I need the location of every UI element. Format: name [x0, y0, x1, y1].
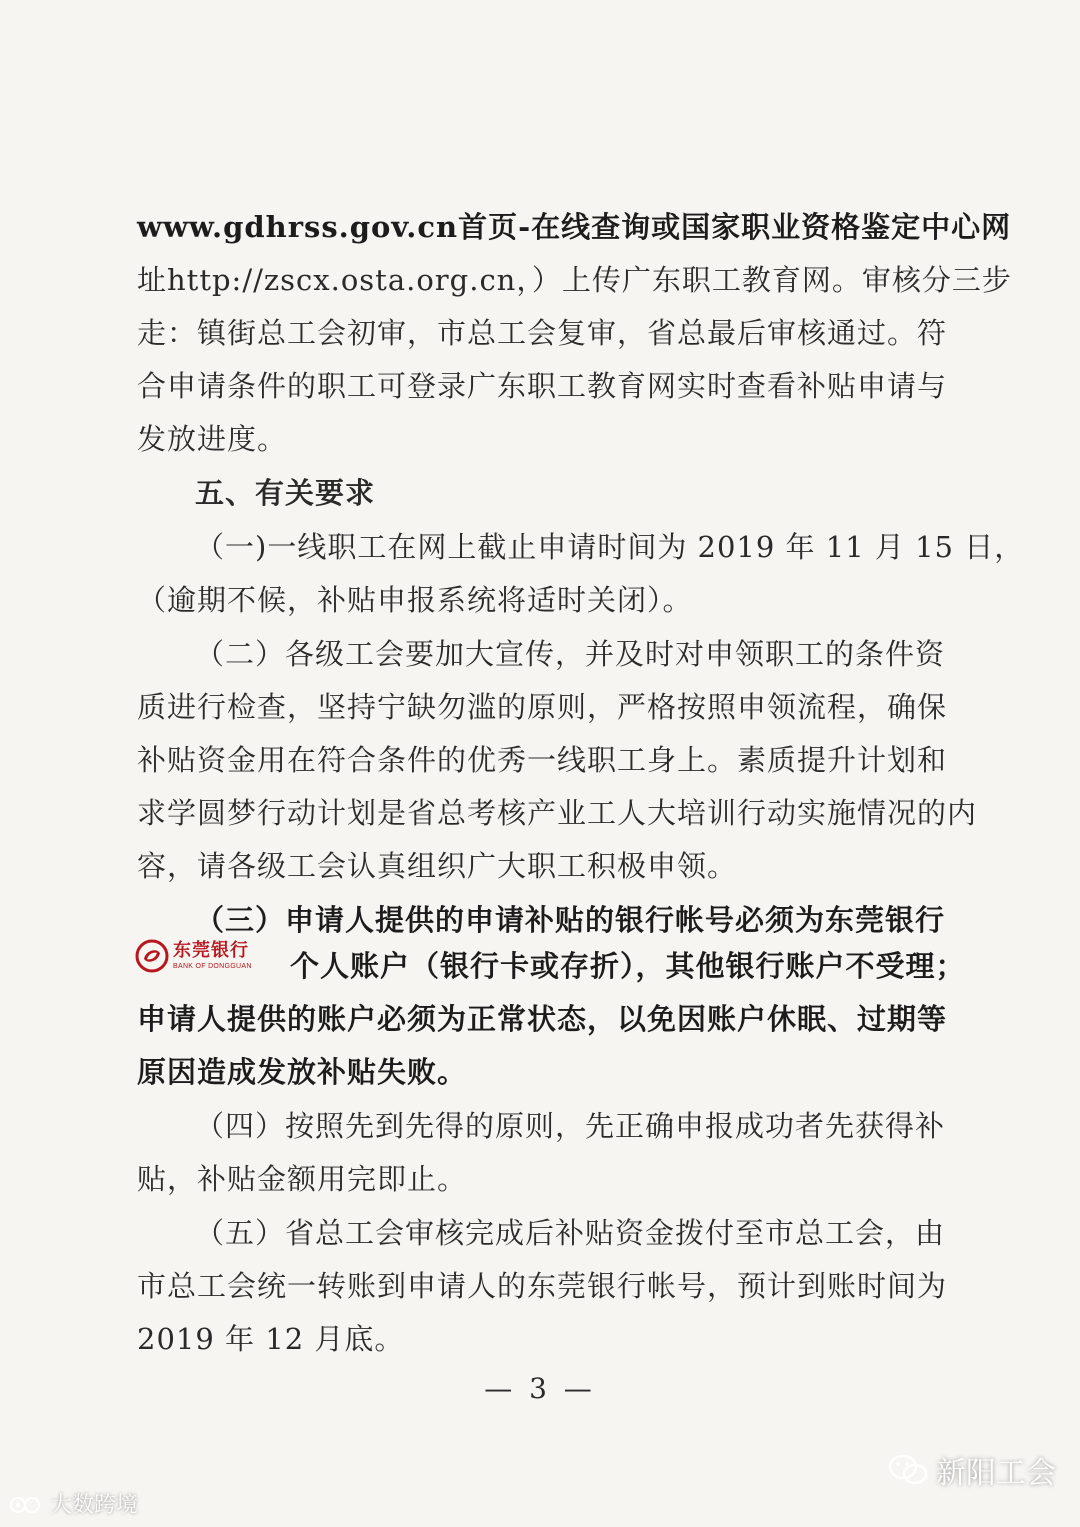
bank-of-dongguan-logo [135, 934, 285, 978]
text-line: 走：镇街总工会初审，市总工会复审，省总最后审核通过。符 [137, 316, 948, 350]
weibo-logo-icon [8, 1493, 44, 1515]
text-line: 个人账户（银行卡或存折），其他银行账户不受理； [290, 949, 966, 983]
text-line: 贴，补贴金额用完即止。 [137, 1162, 468, 1196]
text-line: 2019 年 12 月底。 [137, 1322, 405, 1356]
text-line: 址http://zscx.osta.org.cn，）上传广东职工教育网。审核分三步 [137, 263, 1012, 297]
text-line: 市总工会统一转账到申请人的东莞银行帐号，预计到账时间为 [137, 1269, 948, 1303]
bank-name-cn: 东莞银行 [173, 940, 249, 961]
bank-name-en: BANK OF DONGGUAN [173, 963, 252, 970]
watermark-left-text: 大数跨境 [50, 1493, 139, 1518]
page-number: — 3 — [484, 1372, 596, 1405]
text-line: （三）申请人提供的申请补贴的银行帐号必须为东莞银行 [195, 903, 946, 937]
text-line: 发放进度。 [137, 422, 288, 456]
wechat-icon [888, 1453, 928, 1487]
watermark-right-text: 新阳工会 [936, 1456, 1056, 1491]
text-line: （一)一线职工在网上截止申请时间为 2019 年 11 月 15 日， [195, 530, 1025, 564]
bank-swirl-icon [135, 939, 169, 973]
text-line: 补贴资金用在符合条件的优秀一线职工身上。素质提升计划和 [137, 743, 948, 777]
text-line: 申请人提供的账户必须为正常状态，以免因账户休眠、过期等 [137, 1002, 948, 1036]
watermark-right [888, 1448, 1056, 1492]
text-line: 质进行检查，坚持宁缺勿滥的原则，严格按照申领流程，确保 [137, 690, 948, 724]
text-line: （二）各级工会要加大宣传，并及时对申领职工的条件资 [195, 637, 946, 671]
text-line: （逾期不候，补贴申报系统将适时关闭）。 [137, 583, 693, 617]
text-line: （五）省总工会审核完成后补贴资金拨付至市总工会，由 [195, 1216, 946, 1250]
text-line: 原因造成发放补贴失败。 [137, 1055, 468, 1089]
text-line: 合申请条件的职工可登录广东职工教育网实时查看补贴申请与 [137, 369, 948, 403]
text-line: 容，请各级工会认真组织广大职工积极申领。 [137, 849, 738, 883]
text-line: www.gdhrss.gov.cn首页-在线查询或国家职业资格鉴定中心网 [137, 210, 1012, 244]
section-heading: 五、有关要求 [195, 476, 376, 510]
text-line: 求学圆梦行动计划是省总考核产业工人大培训行动实施情况的内 [137, 796, 978, 830]
watermark-left [8, 1488, 138, 1519]
text-line: （四）按照先到先得的原则，先正确申报成功者先获得补 [195, 1109, 946, 1143]
